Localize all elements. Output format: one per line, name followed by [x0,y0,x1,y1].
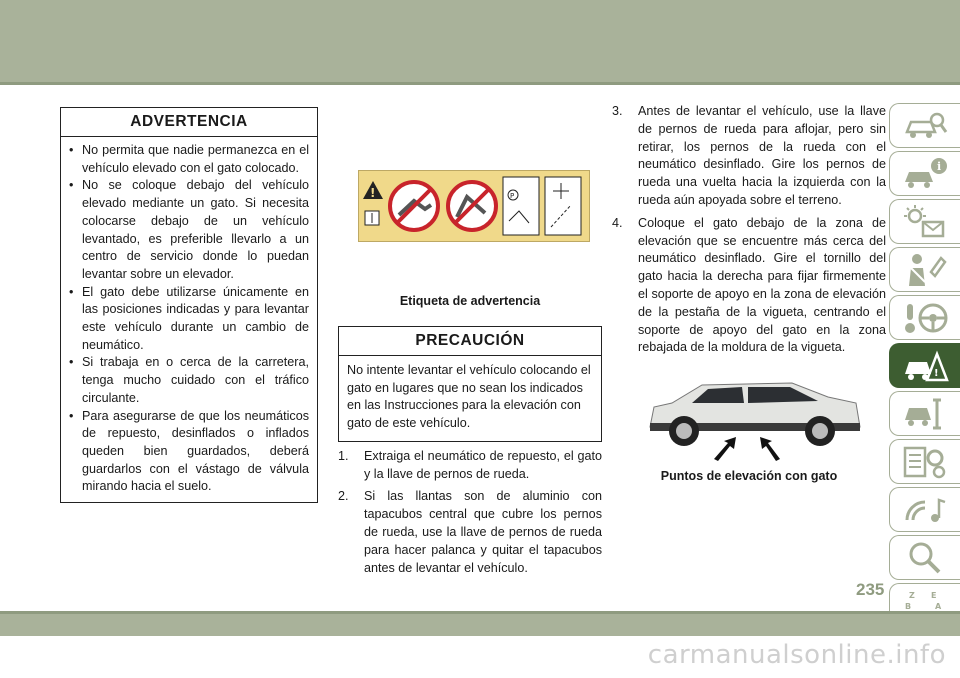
multimedia-icon [901,492,949,528]
tab-car-search[interactable] [889,103,960,148]
tab-multimedia[interactable] [889,487,960,532]
svg-text:P: P [510,192,515,200]
top-header-band [0,0,960,82]
svg-text:A: A [935,601,942,611]
step-item [612,215,886,357]
warning-list [61,137,317,502]
tab-car-service[interactable] [889,391,960,436]
warning-title: ADVERTENCIA [61,108,317,137]
car-illustration [632,371,872,461]
step-text: Si las llantas son de aluminio con tapacubos central que cubre los pernos de rueda, use la llave de pernos de rueda para hacer palanca y quitar el tapacubos antes de levantar el vehículo. [364,489,602,575]
step-item [338,488,602,577]
warning-column [60,107,318,503]
page-number: 235 [856,580,885,599]
step-item [338,448,602,484]
steering-wheel-icon [901,300,949,336]
warning-label-caption: Etiqueta de advertencia [399,294,541,308]
middle-column [338,160,602,582]
step-text: Coloque el gato debajo de la zona de elevación que se encuentre más cerca del neumático desinflado. Gire el tornillo del gato hacia la derecha para fijar firmemente el soporte de apoyo en la zona de elevación de la pestaña de la vigueta, centrando el soporte de apoyo del gato en la zona rebajada de la moldura de la vigueta. [638,215,886,355]
car-info-icon [901,156,949,192]
warning-item: • El gato debe utilizarse únicamente en las posiciones indicadas y para levantar este vehículo durante un cambio de neumático. [69,284,309,355]
caution-title: PRECAUCIÓN [339,327,601,356]
index-search-icon [901,540,949,576]
svg-text:!: ! [370,186,376,200]
svg-text:i: i [937,159,942,173]
svg-text:!: ! [934,367,939,379]
right-column [612,103,886,483]
warning-label-image [358,170,590,242]
warning-item: • Para asegurarse de que los neumáticos de repuesto, desinflados o inflados queden bien guardados, deberá guardarlos con el vástago de válvula mirando hacia el suelo. [69,408,309,497]
svg-text:B: B [905,601,912,611]
section-tabs [889,103,960,631]
step-text: Extraiga el neumático de repuesto, el gato y la llave de pernos de rueda. [364,448,602,481]
seat-belt-airbag-icon [901,252,949,288]
tab-seat-belt-airbag[interactable] [889,247,960,292]
tab-car-emergency[interactable] [889,343,960,388]
car-search-icon [901,108,949,144]
tab-car-info[interactable] [889,151,960,196]
warning-lights-icon [901,204,949,240]
steps-list-2 [612,103,886,357]
watermark: carmanualsonline.info [647,640,946,670]
warning-item: • Si trabaja en o cerca de la carretera, tenga mucho cuidado con el tráfico circulante. [69,354,309,407]
svg-text:Z: Z [909,590,915,600]
step-item [612,103,886,210]
tab-index-search[interactable] [889,535,960,580]
bottom-footer-band [0,614,960,636]
car-service-icon [901,396,949,432]
tab-maintenance-specs[interactable] [889,439,960,484]
step-number: 4. [612,215,623,230]
step-number: 2. [338,489,349,504]
warning-box [60,107,318,503]
car-jack-points-image [632,371,872,461]
step-number: 1. [338,448,349,463]
tab-steering-wheel[interactable] [889,295,960,340]
tab-warning-lights[interactable] [889,199,960,244]
step-text: Antes de levantar el vehículo, use la llave de pernos de rueda para aflojar, pero sin retirar, los pernos de la rueda con el neumático desinflado. Gire los pernos de rueda una vuelta hacia la izquierda con la rueda aún apoyada sobre el terreno. [638,104,886,207]
warning-label-graphic [359,171,589,241]
maintenance-specs-icon [901,444,949,480]
top-divider [0,82,960,85]
caution-text: No intente levantar el vehículo colocando el gato en lugares que no sean los indicados en las Instrucciones para la elevación con gato de este vehículo. [347,363,591,431]
car-emergency-icon [901,348,949,384]
svg-text:E: E [931,590,937,600]
warning-item: • No permita que nadie permanezca en el vehículo elevado con el gato colocado. [69,142,309,177]
steps-list-1 [338,448,602,578]
car-jack-points-caption: Puntos de elevación con gato [660,469,838,484]
step-number: 3. [612,104,623,118]
caution-box [338,326,602,442]
warning-item: • No se coloque debajo del vehículo elevado mediante un gato. Si necesita colocarse debajo de un vehículo levantado, es preferible llevarlo a un centro de servicio donde lo puedan levantar sobre un elevador. [69,177,309,283]
